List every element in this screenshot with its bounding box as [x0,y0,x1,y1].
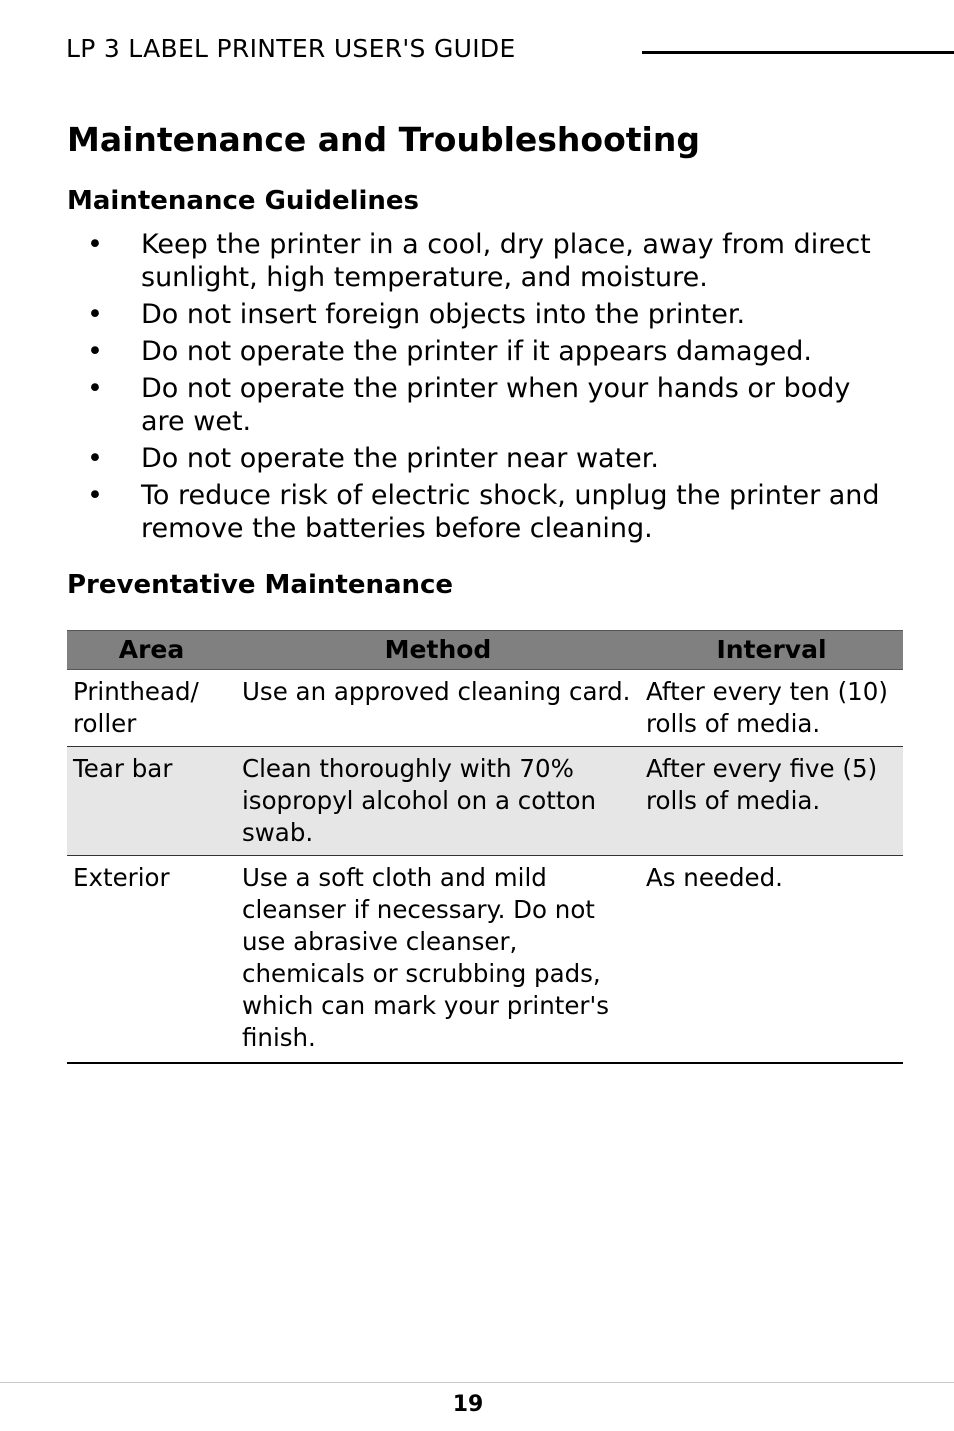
running-header: LP 3 LABEL PRINTER USER'S GUIDE [66,34,516,63]
bullet-icon: • [87,443,103,474]
header-rule [642,51,954,54]
cell-interval: After every ten (10) rolls of media. [640,670,903,747]
cell-area: Printhead/ roller [67,670,236,747]
list-item [67,479,887,545]
list-item [67,228,887,294]
page-number: 19 [452,1392,484,1417]
table-row [67,670,903,747]
column-header-interval: Interval [640,631,903,670]
bullet-icon: • [87,480,103,511]
cell-area: Tear bar [67,747,236,856]
column-header-method: Method [236,631,640,670]
guidelines-list [67,228,887,549]
list-item [67,298,887,331]
cell-interval: As needed. [640,856,903,1064]
list-item-text: Do not operate the printer when your hands or body are wet. [141,373,851,437]
cell-interval: After every five (5) rolls of media. [640,747,903,856]
list-item-text: To reduce risk of electric shock, unplug the printer and remove the batteries before cleaning. [141,480,880,544]
footer-rule [0,1382,954,1383]
list-item [67,335,887,368]
bullet-icon: • [87,299,103,330]
list-item [67,372,887,438]
bullet-icon: • [87,336,103,367]
column-header-area: Area [67,631,236,670]
bullet-icon: • [87,373,103,404]
maintenance-table [67,630,903,1064]
list-item-text: Keep the printer in a cool, dry place, away from direct sunlight, high temperature, and moisture. [141,229,871,293]
cell-area: Exterior [67,856,236,1064]
bullet-icon: • [87,229,103,260]
cell-method: Use an approved cleaning card. [236,670,640,747]
table-row [67,856,903,1064]
cell-method: Clean thoroughly with 70% isopropyl alcohol on a cotton swab. [236,747,640,856]
list-item-text: Do not operate the printer if it appears damaged. [141,336,813,367]
table-row [67,747,903,856]
maintenance-guidelines-heading: Maintenance Guidelines [67,186,420,216]
preventative-maintenance-heading: Preventative Maintenance [67,570,454,600]
list-item [67,442,887,475]
list-item-text: Do not insert foreign objects into the printer. [141,299,746,330]
chapter-title: Maintenance and Troubleshooting [67,120,700,159]
cell-method: Use a soft cloth and mild cleanser if necessary. Do not use abrasive cleanser, chemicals or scrubbing pads, which can mark your printer's finish. [236,856,640,1064]
list-item-text: Do not operate the printer near water. [141,443,659,474]
table-header-row [67,631,903,670]
